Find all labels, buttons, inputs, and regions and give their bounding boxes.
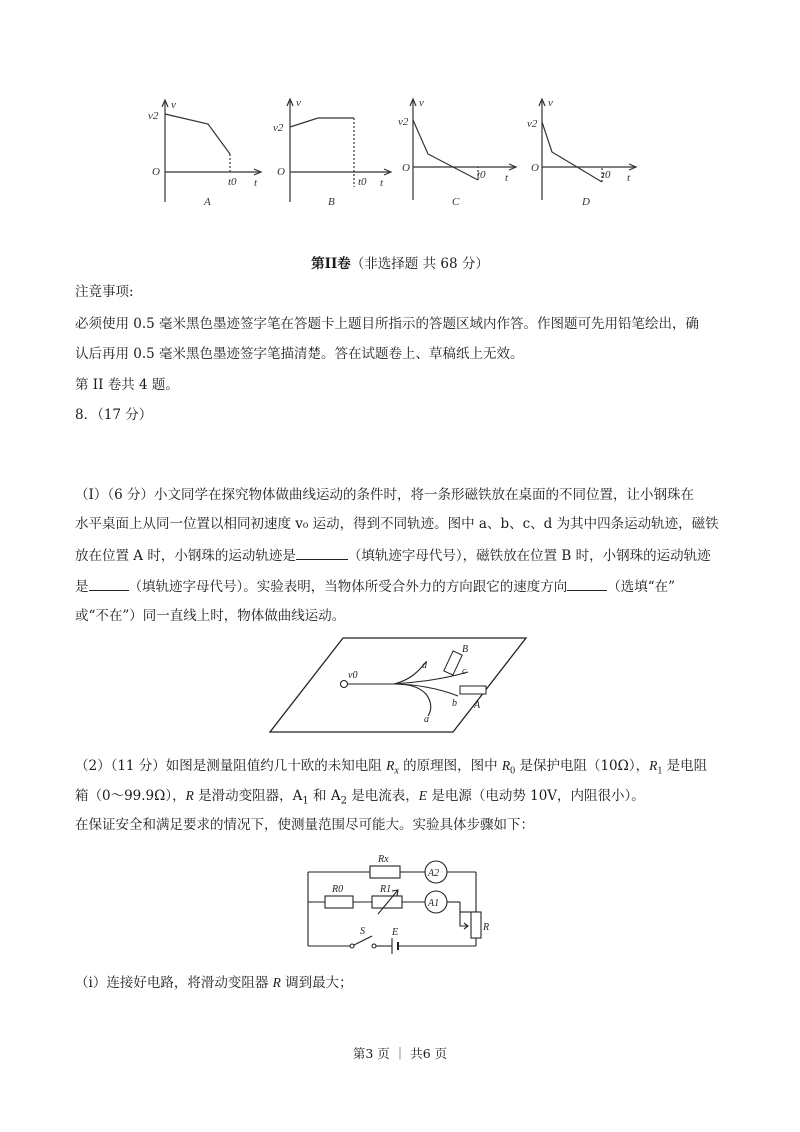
part2-line-2-e: 是电源（电动势 10V，内阻很小）。 [427, 788, 645, 804]
notice-line-3: 第 II 卷共 4 题。 [75, 377, 179, 393]
graph-c-origin: O [402, 162, 410, 174]
section-title-bold: 第II卷 [311, 256, 351, 272]
fig1-position-a: A [474, 700, 481, 711]
part2-line-2-d: 是电流表， [346, 788, 419, 804]
magnet-track-figure [268, 634, 528, 736]
graph-d-v-label: v [548, 97, 553, 109]
graph-c-t-label: t [505, 172, 509, 184]
graph-d-t-label: t [627, 172, 631, 184]
sym-a1-sub: 1 [302, 795, 309, 807]
part1-line-4-a: 是 [75, 579, 89, 595]
part1-line-4 [75, 576, 675, 597]
step-1-a: （i）连接好电路，将滑动变阻器 [75, 975, 273, 991]
part2-line-1-c: 是保护电阻（10Ω）， [515, 758, 650, 774]
sym-r0-sub: 0 [510, 765, 516, 777]
part1-line-3-b: （填轨迹字母代号），磁铁放在位置 B 时，小钢珠的运动轨迹 [347, 548, 711, 564]
graph-a-caption: A [204, 196, 211, 208]
section-title [0, 254, 800, 274]
graph-d [539, 99, 636, 200]
sym-rx-sub: x [394, 765, 399, 777]
part2-line-3: 在保证安全和满足要求的情况下，使测量范围尽可能大。实验具体步骤如下： [75, 817, 534, 833]
circuit-r1-label: R1 [380, 884, 392, 895]
fig1-track-c: c [462, 666, 467, 677]
graph-a-origin: O [152, 166, 160, 178]
circuit-a2-label: A2 [428, 868, 440, 879]
notice-line-1: 必须使用 0.5 毫米黑色墨迹签字笔在答题卡上题目所指示的答题区域内作答。作图题可先用铅笔绘出，确 [75, 316, 700, 332]
sym-a2-sub: 2 [340, 795, 347, 807]
step-1-c: 调到最大； [280, 975, 353, 991]
answer-blank-b[interactable] [89, 576, 129, 591]
part1-line-1: （I）（6 分）小文同学在探究物体做曲线运动的条件时，将一条形磁铁放在桌面的不同位置，让小钢珠在 [75, 487, 694, 503]
answer-blank-a[interactable] [296, 545, 348, 560]
part2-line-2-b: 是滑动变阻器，A [193, 788, 303, 804]
part1-line-3-a: 放在位置 A 时，小钢珠的运动轨迹是 [75, 548, 296, 564]
page-footer: 第3 页 ｜ 共6 页 [352, 1046, 448, 1061]
graph-a-v-label: v [171, 99, 176, 111]
circuit-s-label: S [360, 926, 365, 937]
circuit-r0-label: R0 [332, 884, 344, 895]
graph-d-t0-label: t0 [602, 169, 611, 181]
circuit-a1-label: A1 [428, 898, 440, 909]
part2-line-1 [75, 756, 707, 782]
part1-line-4-c: （选填“在” [607, 579, 676, 595]
step-1-r: R [272, 975, 281, 990]
graph-c-v2-label: v2 [398, 116, 409, 128]
notice-line-2: 认后再用 0.5 毫米黑色墨迹签字笔描清楚。答在试题卷上、草稿纸上无效。 [75, 346, 524, 362]
part2-line-2-a: 箱（0～99.9Ω）， [75, 788, 186, 804]
sym-rx: R [386, 758, 395, 773]
graph-a-t0-label: t0 [228, 176, 237, 188]
part2-line-1-a: （2）（11 分）如图是测量阻值约几十欧的未知电阻 [75, 758, 387, 774]
graph-c-v-label: v [419, 97, 424, 109]
circuit-e-label: E [392, 927, 399, 938]
circuit-rx-label: Rx [378, 854, 389, 865]
graph-c [410, 99, 516, 200]
circuit-figure [300, 848, 500, 958]
vt-graphs-figure [140, 92, 650, 217]
graph-d-origin: O [531, 162, 539, 174]
graph-a-v2-label: v2 [148, 110, 159, 122]
question-8-header: 8．（17 分） [75, 407, 153, 423]
graph-b-v-label: v [296, 97, 301, 109]
part1-line-4-b: （填轨迹字母代号）。实验表明，当物体所受合外力的方向跟它的速度方向 [128, 579, 568, 595]
section-title-rest: （非选择题 共 68 分） [350, 256, 489, 272]
part2-line-2 [75, 786, 645, 812]
graph-a-t-label: t [254, 177, 258, 189]
graph-d-caption: D [582, 196, 590, 208]
fig1-track-b: b [452, 698, 457, 709]
graph-b-t-label: t [380, 177, 384, 189]
graph-c-caption: C [452, 196, 460, 208]
graph-d-v2-label: v2 [527, 118, 538, 130]
graph-a [162, 100, 261, 202]
graph-b [287, 99, 391, 202]
sym-r: R [185, 788, 194, 803]
step-1 [75, 973, 353, 993]
graph-b-origin: O [277, 166, 285, 178]
graph-b-caption: B [328, 196, 335, 208]
circuit-r-label: R [483, 922, 490, 933]
fig1-track-d: d [422, 660, 427, 671]
sym-r1: R [649, 758, 658, 773]
graph-b-t0-label: t0 [358, 176, 367, 188]
answer-blank-c[interactable] [567, 576, 607, 591]
part2-line-1-b: 的原理图，图中 [398, 758, 502, 774]
sym-r0: R [501, 758, 511, 773]
fig1-track-a: a [424, 714, 429, 725]
part1-line-3 [75, 545, 711, 566]
part1-line-5: 或“不在”）同一直线上时，物体做曲线运动。 [75, 608, 346, 624]
graph-c-t0-label: t0 [477, 169, 486, 181]
sym-e: E [418, 788, 428, 803]
part2-line-2-c: 和 A [308, 788, 341, 804]
notice-heading: 注竟事项: [75, 284, 134, 300]
part2-line-1-d: 是电阻 [662, 758, 708, 774]
fig1-v0-label: v0 [348, 670, 358, 681]
fig1-position-b: B [462, 644, 469, 655]
sym-r1-sub: 1 [657, 765, 663, 777]
part1-line-2: 水平桌面上从同一位置以相同初速度 v₀ 运动，得到不同轨迹。图中 a、b、c、d 为其中四条运动轨迹，磁铁 [75, 516, 719, 532]
graph-b-v2-label: v2 [273, 122, 284, 134]
